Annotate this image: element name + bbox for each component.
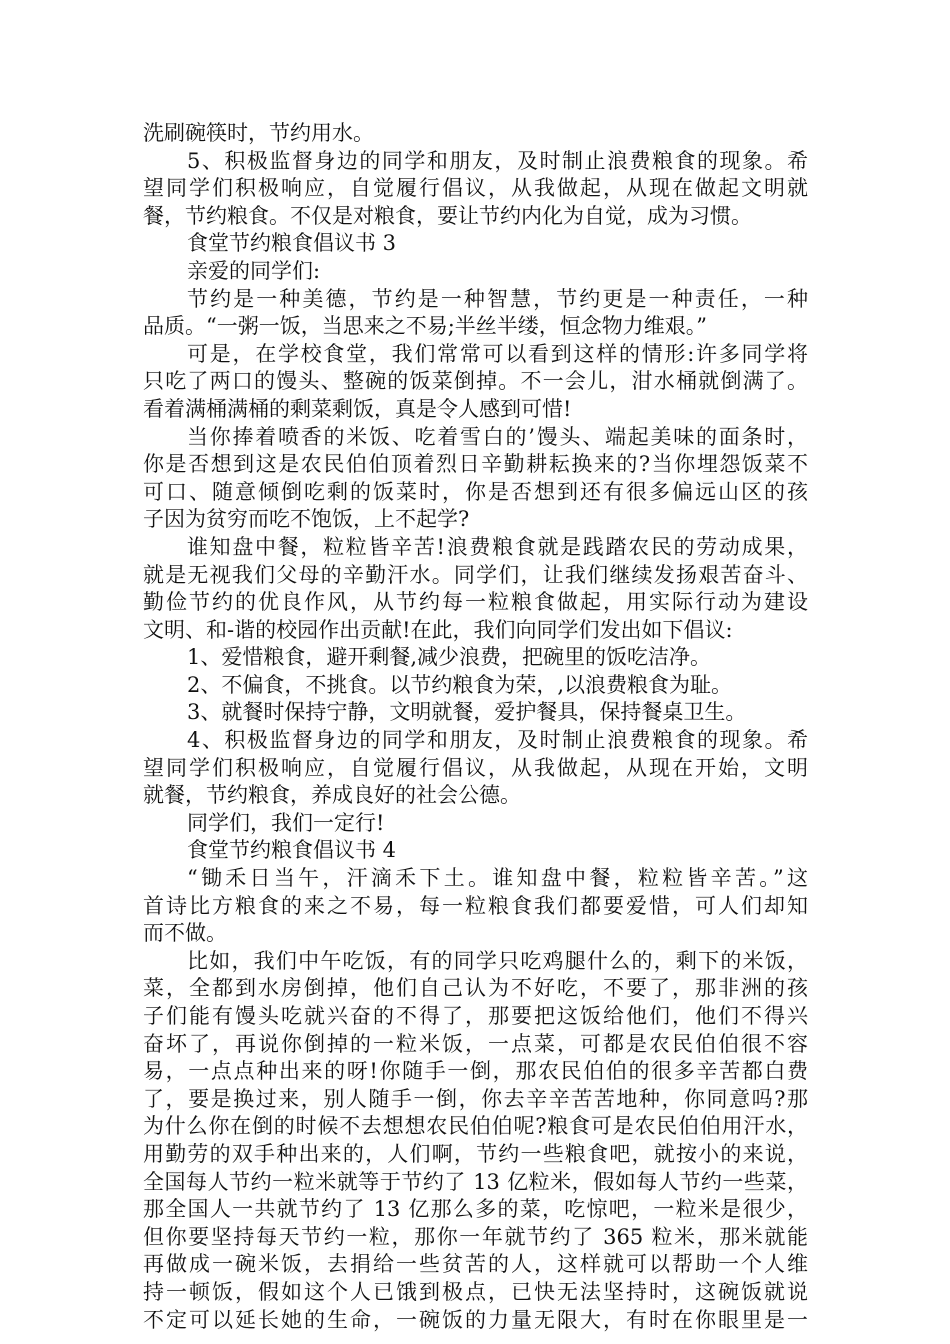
text-line: 谁知盘中餐，粒粒皆辛苦!浪费粮食就是践踏农民的劳动成果， — [187, 534, 808, 559]
text-line: 就餐，节约粮食，养成良好的社会公德。 — [143, 783, 521, 808]
text-line: 持一顿饭，假如这个人已饿到极点，已快无法坚持时，这碗饭就说 — [143, 1279, 808, 1304]
text-line: 全国每人节约一粒米就等于节约了 13 亿粒米，假如每人节约一些菜， — [143, 1169, 808, 1194]
text-line: 勤俭节约的优良作风，从节约每一粒粮食做起，用实际行动为建设 — [143, 590, 808, 615]
text-line: 亲爱的同学们: — [187, 258, 321, 283]
text-line: 易，一点点种出来的呀!你随手一倒，那农民伯伯的很多辛苦都白费 — [143, 1059, 808, 1084]
text-line: 望同学们积极响应，自觉履行倡议，从我做起，从现在开始，文明 — [143, 755, 808, 780]
text-line: 2、不偏食，不挑食。以节约粮食为荣，,以浪费粮食为耻。 — [187, 672, 733, 697]
text-line: 可是，在学校食堂，我们常常可以看到这样的情形:许多同学将 — [187, 341, 808, 366]
text-line: 看着满桶满桶的剩菜剩饭，真是令人感到可惜! — [143, 396, 572, 421]
text-line: 品质。“一粥一饭，当思来之不易;半丝半缕，恒念物力维艰。” — [143, 314, 708, 339]
text-line: 那全国人一共就节约了 13 亿那么多的菜，吃惊吧，一粒米是很少， — [143, 1197, 808, 1222]
text-line: 食堂节约粮食倡议书 3 — [187, 231, 397, 256]
text-line: 用勤劳的双手种出来的，人们啊，节约一些粮食吧，就按小的来说， — [143, 1141, 808, 1166]
text-line: 而不做。 — [143, 921, 227, 946]
text-line: 就是无视我们父母的辛勤汗水。同学们，让我们继续发扬艰苦奋斗、 — [143, 562, 808, 587]
text-line: 只吃了两口的馒头、整碗的饭菜倒掉。不一会儿，泔水桶就倒满了。 — [143, 369, 808, 394]
text-line: 奋坏了，再说你倒掉的一粒米饭，一点菜，可都是农民伯伯很不容 — [143, 1031, 808, 1056]
text-line: 可口、随意倾倒吃剩的饭菜时，你是否想到还有很多偏远山区的孩 — [143, 479, 808, 504]
text-line: 你是否想到这是农民伯伯顶着烈日辛勤耕耘换来的?当你埋怨饭菜不 — [143, 452, 808, 477]
text-line: 首诗比方粮食的来之不易，每一粒粮食我们都要爱惜，可人们却知 — [143, 893, 808, 918]
text-line: 洗刷碗筷时，节约用水。 — [143, 121, 374, 145]
text-line: 比如，我们中午吃饭，有的同学只吃鸡腿什么的，剩下的米饭， — [187, 948, 808, 973]
text-line: 节约是一种美德，节约是一种智慧，节约更是一种责任，一种 — [187, 286, 808, 311]
text-line: 了，要是换过来，别人随手一倒，你去辛辛苦苦地种，你同意吗?那 — [143, 1086, 808, 1111]
document-body — [143, 120, 808, 1334]
text-line: 望同学们积极响应，自觉履行倡议，从我做起，从现在做起文明就 — [143, 176, 808, 201]
text-line: 子们能有馒头吃就兴奋的不得了，那要把这饭给他们，他们不得兴 — [143, 1004, 808, 1028]
text-line: 5、积极监督身边的同学和朋友，及时制止浪费粮食的现象。希 — [187, 148, 808, 173]
text-line: 3、就餐时保持宁静，文明就餐，爱护餐具，保持餐桌卫生。 — [187, 700, 747, 725]
text-line: 为什么你在倒的时候不去想想农民伯伯呢?粮食可是农民伯伯用汗水， — [143, 1114, 808, 1139]
text-line: “锄禾日当午，汗滴禾下土。谁知盘中餐，粒粒皆辛苦。”这 — [187, 866, 808, 891]
text-line: 当你捧着喷香的米饭、吃着雪白的’馒头、端起美味的面条时， — [187, 424, 808, 449]
text-line: 子因为贫穷而吃不饱饭，上不起学? — [143, 507, 470, 532]
text-line: 4、积极监督身边的同学和朋友，及时制止浪费粮食的现象。希 — [187, 728, 808, 753]
text-line: 菜，全都到水房倒掉，他们自己认为不好吃，不要了，那非洲的孩 — [143, 976, 808, 1001]
text-line: 食堂节约粮食倡议书 4 — [187, 838, 397, 863]
text-line: 同学们，我们一定行! — [187, 810, 385, 835]
text-line: 再做成一碗米饭，去捐给一些贫苦的人，这样就可以帮助一个人维 — [143, 1252, 808, 1277]
text-line: 餐，节约粮食。不仅是对粮食，要让节约内化为自觉，成为习惯。 — [143, 203, 752, 228]
text-line: 不定可以延长她的生命，一碗饭的力量无限大，有时在你眼里是一 — [143, 1307, 808, 1332]
text-line: 但你要坚持每天节约一粒，那你一年就节约了 365 粒米，那米就能 — [143, 1224, 808, 1249]
text-line: 文明、和-谐的校园作出贡献!在此，我们向同学们发出如下倡议: — [143, 617, 733, 642]
text-line: 1、爱惜粮食，避开剩餐,减少浪费，把碗里的饭吃洁净。 — [187, 645, 712, 670]
